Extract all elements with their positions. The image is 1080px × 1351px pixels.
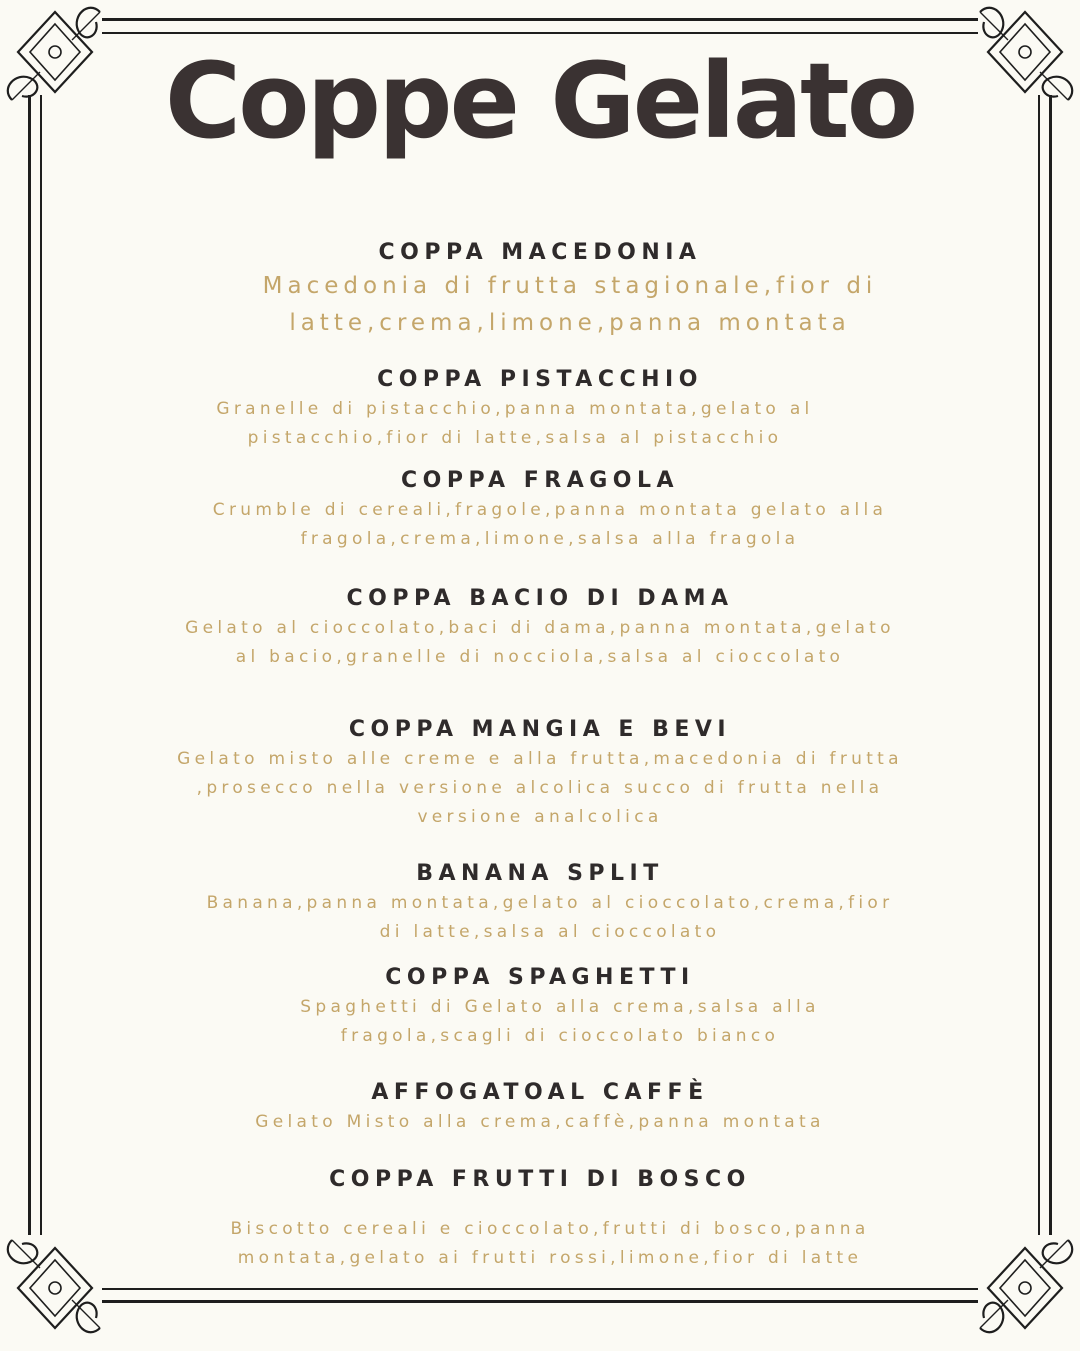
- frame-right-line-outer: [1049, 95, 1052, 1235]
- menu-item-name: COPPA FRUTTI DI BOSCO: [329, 1167, 751, 1192]
- menu-item-name: COPPA SPAGHETTI: [385, 965, 695, 990]
- menu-item-description: Gelato misto alle creme e alla frutta,macedonia di frutta ,prosecco nella versione alcolica succo di frutta nella versione analcolica: [177, 749, 903, 827]
- frame-left-line-outer: [28, 95, 31, 1235]
- menu-item-affogato-al-caffe: [150, 1078, 930, 1137]
- menu-item-coppa-fragola: [150, 466, 930, 554]
- menu-item-name: AFFOGATOAL CAFFÈ: [371, 1080, 709, 1105]
- frame-right-line-inner: [1038, 95, 1040, 1235]
- menu-item-coppa-spaghetti: [150, 963, 930, 1051]
- menu-item-name: COPPA MACEDONIA: [378, 240, 702, 265]
- menu-item-coppa-mangia-e-bevi: [150, 715, 930, 832]
- menu-item-coppa-frutti-di-bosco: [150, 1165, 930, 1273]
- menu-item-description: Gelato Misto alla crema,caffè,panna montata: [255, 1112, 825, 1132]
- frame-bottom-line-inner: [102, 1288, 978, 1290]
- menu-item-description: Granelle di pistacchio,panna montata,gelato al pistacchio,fior di latte,salsa al pistacchio: [216, 399, 814, 448]
- menu-item-banana-split: [150, 859, 930, 947]
- menu-item-coppa-bacio-di-dama: [150, 584, 930, 672]
- ornament-bottom-left: [0, 1230, 110, 1340]
- menu-item-description: Biscotto cereali e cioccolato,frutti di bosco,panna montata,gelato ai frutti rossi,limone,fior di latte: [230, 1219, 870, 1268]
- menu-item-coppa-macedonia: [150, 238, 930, 342]
- frame-top-line-inner: [102, 32, 978, 34]
- frame-bottom-line-outer: [102, 1300, 978, 1303]
- menu-item-description: Banana,panna montata,gelato al cioccolato,crema,fior di latte,salsa al cioccolato: [206, 893, 894, 942]
- menu-item-description: Gelato al cioccolato,baci di dama,panna montata,gelato al bacio,granelle di nocciola,salsa al cioccolato: [185, 618, 895, 667]
- menu-item-coppa-pistacchio: [150, 365, 930, 453]
- menu-item-name: BANANA SPLIT: [416, 861, 664, 886]
- menu-item-name: COPPA MANGIA E BEVI: [348, 717, 732, 742]
- menu-item-name: COPPA PISTACCHIO: [377, 367, 703, 392]
- frame-left-line-inner: [40, 95, 42, 1235]
- page-title: Coppe Gelato: [164, 40, 916, 162]
- menu-item-name: COPPA FRAGOLA: [400, 468, 680, 493]
- frame-top-line-outer: [102, 18, 978, 21]
- menu-item-description: Macedonia di frutta stagionale,fior di latte,crema,limone,panna montata: [262, 273, 878, 336]
- menu-item-name: COPPA BACIO DI DAMA: [346, 586, 734, 611]
- ornament-bottom-right: [970, 1230, 1080, 1340]
- menu-item-description: Spaghetti di Gelato alla crema,salsa alla fragola,scagli di cioccolato bianco: [300, 997, 820, 1046]
- menu-item-description: Crumble di cereali,fragole,panna montata gelato alla fragola,crema,limone,salsa alla fragola: [212, 500, 888, 549]
